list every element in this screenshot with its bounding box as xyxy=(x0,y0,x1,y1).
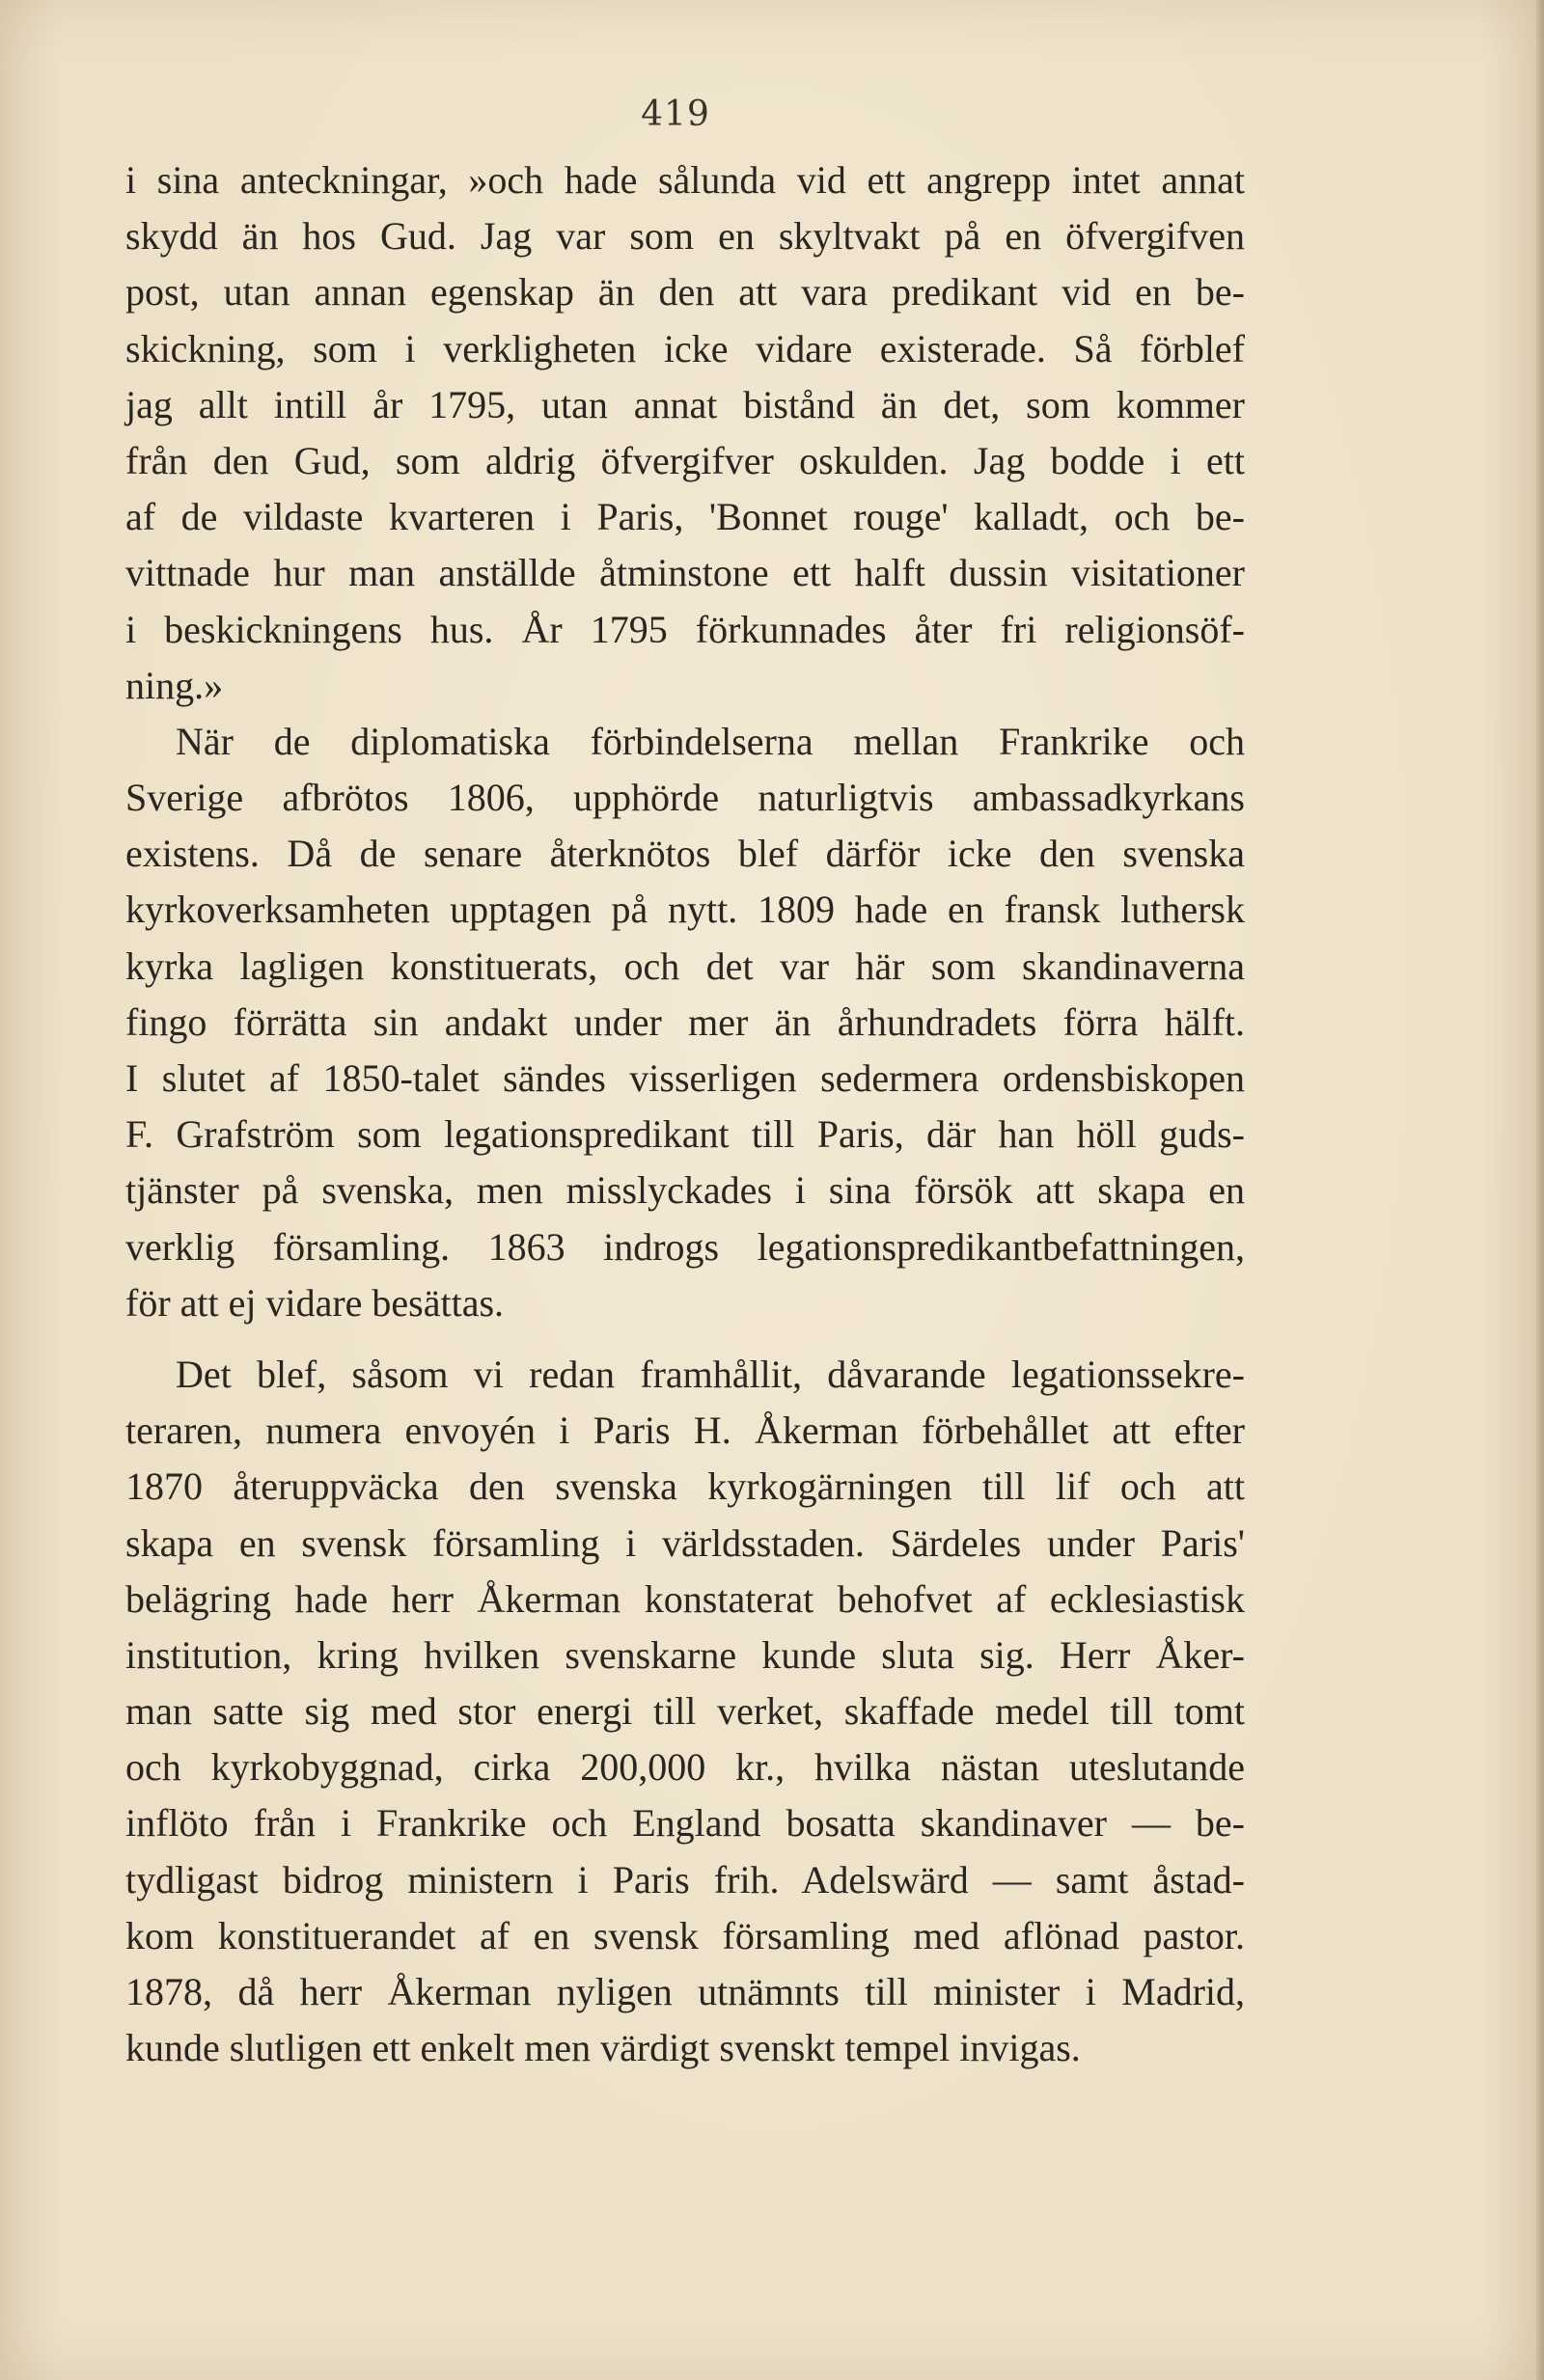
text-line: från den Gud, som aldrig öfvergifver oskulden. Jag bodde i ett xyxy=(125,438,1245,482)
text-line: inflöto från i Frankrike och England bosatta skandinaver — be- xyxy=(125,1801,1245,1846)
text-line: kyrka lagligen konstituerats, och det var här som skandinaverna xyxy=(125,944,1245,988)
text-line: fingo förrätta sin andakt under mer än århundradets förra hälft. xyxy=(125,999,1245,1044)
text-line: ning.» xyxy=(125,663,224,707)
text-line: för att ej vidare besättas. xyxy=(125,1280,505,1325)
text-line: Det blef, såsom vi redan framhållit, dåvarande legationssekre- xyxy=(176,1352,1245,1396)
text-line: kyrkoverksamheten upptagen på nytt. 1809 hade en fransk luthersk xyxy=(125,888,1245,932)
page-edge-shadow xyxy=(1536,0,1544,2380)
text-line: institution, kring hvilken svenskarne kunde sluta sig. Herr Åker- xyxy=(125,1632,1245,1677)
text-line: och kyrkobyggnad, cirka 200,000 kr., hvilka nästan uteslutande xyxy=(125,1745,1245,1790)
text-line: vittnade hur man anställde åtminstone ett halft dussin visitationer xyxy=(125,551,1245,595)
text-line: post, utan annan egenskap än den att vara predikant vid en be- xyxy=(125,270,1245,315)
text-line: jag allt intill år 1795, utan annat bistånd än det, som kommer xyxy=(125,382,1245,426)
text-line: skickning, som i verkligheten icke vidare existerade. Så förblef xyxy=(125,326,1245,370)
text-line: af de vildaste kvarteren i Paris, 'Bonnet rouge' kalladt, och be- xyxy=(125,495,1245,539)
paragraph-1 xyxy=(125,152,1245,714)
paragraph-3 xyxy=(125,1347,1245,2076)
text-line: Sverige afbrötos 1806, upphörde naturligtvis ambassadkyrkans xyxy=(125,776,1245,820)
text-line: i sina anteckningar, »och hade sålunda vid ett angrepp intet annat xyxy=(125,158,1245,202)
body-text xyxy=(125,152,1245,2076)
text-line: 1878, då herr Åkerman nyligen utnämnts till minister i Madrid, xyxy=(125,1970,1245,2013)
page-number: 419 xyxy=(641,95,710,134)
text-line: I slutet af 1850-talet sändes visserligen sedermera ordensbiskopen xyxy=(125,1056,1245,1100)
text-line: teraren, numera envoyén i Paris H. Åkerman förbehållet att efter xyxy=(125,1409,1245,1453)
text-line: i beskickningens hus. År 1795 förkunnades åter fri religionsöf- xyxy=(125,607,1245,651)
text-line: tydligast bidrog ministern i Paris frih. Adelswärd — samt åstad- xyxy=(125,1857,1245,1901)
text-line: tjänster på svenska, men misslyckades i sina försök att skapa en xyxy=(125,1168,1245,1213)
text-line: belägring hade herr Åkerman konstaterat behofvet af ecklesiastisk xyxy=(125,1576,1245,1621)
text-line: kunde slutligen ett enkelt men värdigt svenskt tempel invigas. xyxy=(125,2026,1081,2070)
text-line: verklig församling. 1863 indrogs legationspredikantbefattningen, xyxy=(125,1224,1245,1269)
text-line: man satte sig med stor energi till verket, skaffade medel till tomt xyxy=(125,1689,1245,1734)
text-line: skydd än hos Gud. Jag var som en skyltvakt på en öfvergifven xyxy=(125,214,1245,259)
paragraph-gap xyxy=(125,1331,1245,1347)
text-line: kom konstituerandet af en svensk församling med aflönad pastor. xyxy=(125,1913,1245,1957)
text-line: 1870 återuppväcka den svenska kyrkogärningen till lif och att xyxy=(125,1464,1245,1509)
text-line: skapa en svensk församling i världsstaden. Särdeles under Paris' xyxy=(125,1520,1245,1565)
text-line: F. Grafström som legationspredikant till Paris, där han höll guds- xyxy=(125,1112,1245,1157)
paragraph-2 xyxy=(125,714,1245,1331)
text-line: existens. Då de senare återknötos blef därför icke den svenska xyxy=(125,832,1245,876)
text-line: När de diplomatiska förbindelserna mellan Frankrike och xyxy=(176,719,1245,763)
